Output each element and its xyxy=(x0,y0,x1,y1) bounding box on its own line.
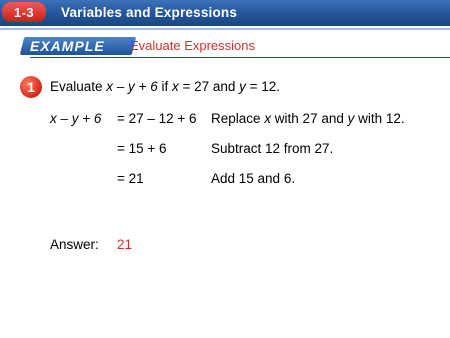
lesson-number-badge: 1-3 xyxy=(2,2,46,22)
step-1-result: = 27 – 12 + 6 xyxy=(117,111,197,126)
step-3-result: = 21 xyxy=(117,171,144,186)
problem-statement: Evaluate x – y + 6 if x = 27 and y = 12. xyxy=(50,79,281,94)
example-title: Evaluate Expressions xyxy=(130,38,256,53)
step-2-reason: Subtract 12 from 27. xyxy=(211,141,334,156)
example-label: EXAMPLE xyxy=(30,38,105,54)
answer-value: 21 xyxy=(117,237,133,252)
example-number-badge: 1 xyxy=(20,76,42,98)
header-bar xyxy=(0,0,450,26)
example-divider xyxy=(30,57,450,58)
step-2-result: = 15 + 6 xyxy=(117,141,167,156)
header-divider xyxy=(0,28,450,30)
step-3-reason: Add 15 and 6. xyxy=(211,171,296,186)
lesson-title: Variables and Expressions xyxy=(61,5,238,20)
step-1-expression: x – y + 6 xyxy=(50,111,102,126)
step-1-reason: Replace x with 27 and y with 12. xyxy=(211,111,405,126)
answer-label: Answer: xyxy=(50,237,99,252)
